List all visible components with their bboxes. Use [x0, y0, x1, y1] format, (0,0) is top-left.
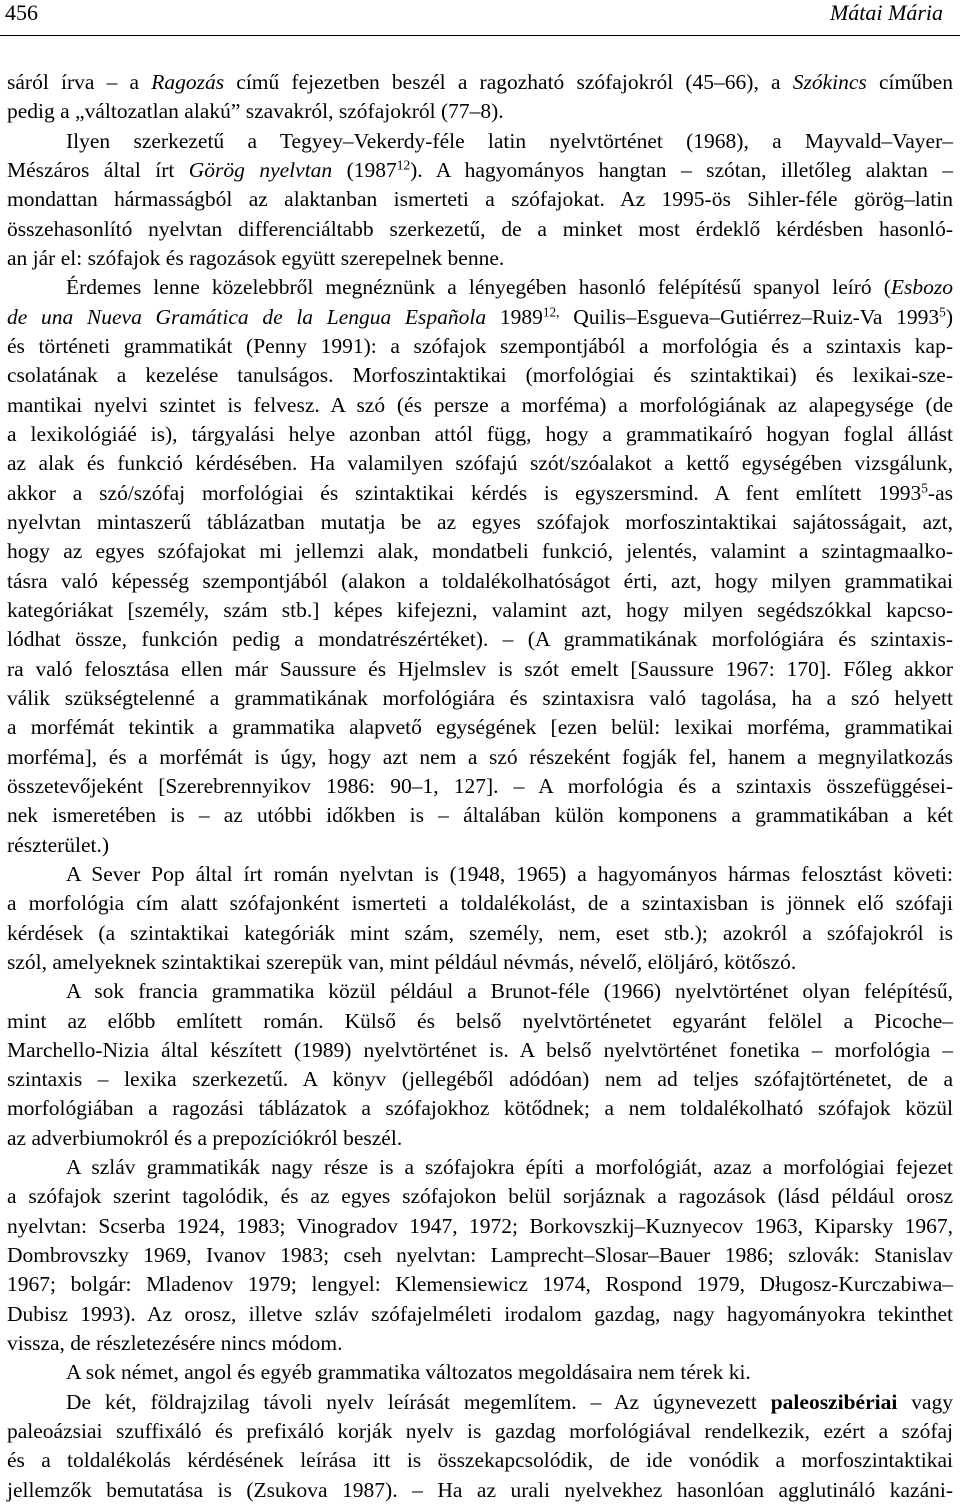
text-line: [7, 1300, 953, 1329]
text-line: [7, 1329, 953, 1358]
text-line: [7, 1476, 953, 1505]
text-run: részterület.): [7, 832, 110, 857]
text-run: (1987: [332, 157, 397, 182]
text-run: akkor a szó/szófaj morfológiai és szintaktikai kérdés is egyszersmind. A fent említett 1993: [7, 480, 922, 505]
text-run: nyelvtan mintaszerű táblázatban mutatja be az egyes szófajok morfoszintaktikai sajátosságait, azt,: [7, 509, 953, 534]
text-run: az adverbiumokról és a prepozíciókról beszél.: [7, 1125, 403, 1150]
text-line: [7, 1212, 953, 1241]
italic-text: Esbozo: [890, 275, 953, 300]
text-run: mint az előbb említett román. Külső és belső nyelvtörténetet egyaránt felölel a Picoche–: [7, 1008, 953, 1033]
page-body: [7, 68, 953, 1505]
text-run: A sok német, angol és egyéb grammatika változatos megoldásaira nem térek ki.: [66, 1360, 751, 1385]
text-line: [7, 479, 953, 508]
text-run: mondattan hármasságból az alaktanban ismerteti a szófajokat. Az 1995-ös Sihler-féle görög–latin: [7, 187, 953, 212]
text-line: [7, 420, 953, 449]
text-line: [7, 68, 953, 97]
text-line: [7, 537, 953, 566]
text-line: [7, 801, 953, 830]
text-run: ): [945, 304, 953, 329]
text-run: jellemzők bemutatása is (Zsukova 1987). – Ha az urali nyelvekhez hasonlóan agglutináló kazáni-: [7, 1477, 953, 1502]
text-line: [7, 1036, 953, 1065]
text-run: morféma], és a morfémát is úgy, hogy azt nem a szó részeként fogják fel, hanem a megnyilatkozás: [7, 744, 953, 769]
text-line: [7, 127, 953, 156]
text-line: [7, 244, 953, 273]
text-line: [7, 391, 953, 420]
text-run: morfológiában a ragozási táblázatok a szófajokhoz kötődnek; a nem toldalékolható szófajok közül: [7, 1096, 953, 1121]
text-run: csolatának a kezelése tanulságos. Morfoszintaktikai (morfológiai és szintaktikai) és lexikai-sze-: [7, 363, 953, 388]
text-line: [7, 919, 953, 948]
text-line: [7, 1065, 953, 1094]
text-run: az alak és funkció kérdésében. Ha valamilyen szófajú szót/szóalakot a kettő egységében vizsgálunk,: [7, 451, 953, 476]
text-line: [7, 977, 953, 1006]
text-line: [7, 1182, 953, 1211]
text-line: [7, 1358, 953, 1387]
italic-text: de una Nueva Gramática de la Lengua Española: [7, 304, 487, 329]
text-run: és történeti grammatikát (Penny 1991): a szófajok szempontjából a morfológia és a szintaxis kap-: [7, 333, 953, 358]
text-run: De két, földrajzilag távoli nyelv leírását megemlítem. – Az úgynevezett: [66, 1389, 771, 1414]
text-run: a lexikológiáé is), tárgyalási helye azonban attól függ, hogy a grammatikaíró hogyan foglal állást: [7, 421, 953, 446]
text-line: [7, 567, 953, 596]
text-line: [7, 1153, 953, 1182]
text-run: A Sever Pop által írt román nyelvtan is (1948, 1965) a hagyományos hármas felosztást követi:: [66, 861, 953, 886]
text-line: [7, 1241, 953, 1270]
text-line: [7, 303, 953, 332]
paragraph: [7, 1358, 953, 1387]
text-run: szintaxis – lexika szerkezetű. A könyv (jellegéből adódóan) nem ad teljes szófajtörténetet, de a: [7, 1067, 953, 1092]
text-line: [7, 684, 953, 713]
text-run: vissza, de részletezésére nincs módom.: [7, 1331, 343, 1356]
text-line: [7, 215, 953, 244]
text-run: ). A hagyományos hangtan – szótan, illetőleg alaktan –: [410, 157, 953, 182]
paragraph: [7, 68, 953, 127]
text-run: a morfémát tekintik a grammatika alapvető egységének [ezen belül: lexikai morféma, grammatikai: [7, 715, 953, 740]
text-run: hogy az egyes szófajokat mi jellemzi alak, mondatbeli funkció, jelentés, valamint a szintagmaalko-: [7, 539, 953, 564]
page-number: 456: [5, 0, 38, 25]
text-run: sáról írva – a: [7, 70, 152, 94]
text-run: pedig a „változatlan alakú” szavakról, szófajokról (77–8).: [7, 99, 504, 124]
text-line: [7, 1124, 953, 1153]
text-run: 1967; bolgár: Mladenov 1979; lengyel: Klemensiewicz 1974, Rospond 1979, Długosz-Kurczabiwa–: [7, 1272, 953, 1297]
text-run: Érdemes lenne közelebbről megnéznünk a lényegében hasonló felépítésű spanyol leíró (: [66, 275, 891, 300]
text-line: [7, 332, 953, 361]
text-run: nyelvtan: Scserba 1924, 1983; Vinogradov 1947, 1972; Borkovszkij–Kuznyecov 1963, Kiparsky 1967,: [7, 1213, 953, 1238]
text-line: [7, 743, 953, 772]
italic-text: Ragozás: [151, 70, 225, 94]
text-run: an jár el: szófajok és ragozások együtt szerepelnek benne.: [7, 245, 505, 270]
text-run: a morfológia cím alatt szófajonként ismerteti a toldalékolást, de a szintaxisban is jönnek elő szófaji: [7, 891, 953, 916]
text-run: ra való felosztása ellen már Saussure és Hjelmslev is szót emelt [Saussure 1967: 170]. Főleg akkor: [7, 656, 953, 681]
text-run: válik szükségtelenné a grammatikának morfológiára és szintaxisra való tagolása, ha a szó helyett: [7, 685, 953, 710]
text-line: [7, 508, 953, 537]
text-line: [7, 948, 953, 977]
text-line: [7, 625, 953, 654]
text-run: Dombrovszky 1969, Ivanov 1983; cseh nyelvtan: Lamprecht–Slosar–Bauer 1986; szlovák: Stanislav: [7, 1243, 953, 1268]
text-run: mantikai nyelvi szintet is felvesz. A szó (és persze a morféma) a morfológiának az alapegysége (de: [7, 392, 953, 417]
running-head: [0, 0, 960, 36]
text-run: Ilyen szerkezetű a Tegyey–Vekerdy-féle latin nyelvtörténet (1968), a Mayvald–Vayer–: [66, 128, 953, 153]
text-line: [7, 1007, 953, 1036]
text-line: [7, 97, 953, 126]
superscript: 5: [939, 304, 946, 320]
text-run: kérdések (a szintaktikai kategóriák mint szám, személy, nem, eset stb.); azokról a szófajokról is: [7, 920, 953, 945]
text-line: [7, 361, 953, 390]
text-line: [7, 449, 953, 478]
superscript: 12: [396, 157, 411, 173]
text-run: nek ismeretében is – az utóbbi időkben is – általában külön komponens a grammatikában a két: [7, 803, 953, 828]
text-run: összehasonlító nyelvtan differenciáltabb szerkezetű, de a minket most érdeklő kérdésben hasonló-: [7, 216, 953, 241]
text-run: tásra való képesség szempontjából (alakon a toldalékolhatóságot érti, azt, hogy milyen grammatikai: [7, 568, 953, 593]
text-line: [7, 1270, 953, 1299]
text-run: lódhat össze, funkción pedig a mondatrészértéket). – (A grammatikának morfológiára és szintaxis-: [7, 627, 953, 652]
text-line: [7, 1417, 953, 1446]
text-run: Marchello-Nizia által készített (1989) nyelvtörténet is. A belső nyelvtörténet fonetika – morfológia –: [7, 1037, 953, 1062]
italic-text: Görög nyelvtan: [188, 157, 333, 182]
text-run: a szófajok szerint tagolódik, és az egyes szófajokon belül sorjáznak a ragozások (lásd például orosz: [7, 1184, 953, 1209]
text-line: [7, 713, 953, 742]
text-line: [7, 185, 953, 214]
bold-term: paleoszibériai: [770, 1389, 898, 1414]
paragraph: [7, 127, 953, 274]
superscript: 12,: [542, 304, 560, 320]
text-run: szól, amelyeknek szintaktikai szerepük van, mint például névmás, névelő, elöljáró, kötőszó.: [7, 949, 797, 974]
paragraph: [7, 1153, 953, 1358]
text-line: [7, 772, 953, 801]
text-line: [7, 1446, 953, 1475]
superscript: 5: [921, 480, 928, 496]
paragraph: [7, 977, 953, 1153]
text-run: címűben: [866, 70, 953, 94]
text-run: A szláv grammatikák nagy része is a szófajokra építi a morfológiát, azaz a morfológiai fejezet: [66, 1155, 953, 1180]
paragraph: [7, 273, 953, 860]
text-line: [7, 1094, 953, 1123]
text-run: paleoázsiai szuffixáló és prefixáló korják nyelv is gazdag morfológiával rendelkezik, ezért a szófaj: [7, 1419, 953, 1444]
text-run: című fejezetben beszél a ragozható szófajokról (45–66), a: [224, 70, 793, 94]
header-rule: [0, 35, 960, 36]
text-run: 1989: [486, 304, 543, 329]
text-run: összetevőjeként [Szerebrennyikov 1986: 90–1, 127]. – A morfológia és a szintaxis összefüggései-: [7, 773, 953, 798]
text-line: [7, 860, 953, 889]
paragraph: [7, 860, 953, 977]
text-run: Quilis–Esgueva–Gutiérrez–Ruiz-Va 1993: [559, 304, 940, 329]
text-line: [7, 596, 953, 625]
text-run: Mészáros által írt: [7, 157, 189, 182]
text-line: [7, 1388, 953, 1417]
text-run: A sok francia grammatika közül például a Brunot-féle (1966) nyelvtörténet olyan felépítésű,: [66, 979, 953, 1004]
paragraph: [7, 1388, 953, 1505]
italic-text: Szókincs: [792, 70, 867, 94]
text-line: [7, 273, 953, 302]
text-line: [7, 156, 953, 185]
text-run: Dubisz 1993). Az orosz, illetve szláv szófajelméleti irodalom gazdag, nagy hagyományokra tekinthet: [7, 1301, 953, 1326]
text-line: [7, 655, 953, 684]
author-name: Mátai Mária: [829, 0, 943, 25]
text-run: vagy: [897, 1389, 953, 1414]
text-run: és a toldalékolás kérdésének leírása itt is összekapcsolódik, de ide vonódik a morfoszintaktikai: [7, 1448, 953, 1473]
text-run: kategóriákat [személy, szám stb.] képes kifejezni, valamint azt, hogy milyen segédszókkal kapcso-: [7, 597, 953, 622]
text-line: [7, 889, 953, 918]
text-line: [7, 831, 953, 860]
text-run: -as: [927, 480, 953, 505]
